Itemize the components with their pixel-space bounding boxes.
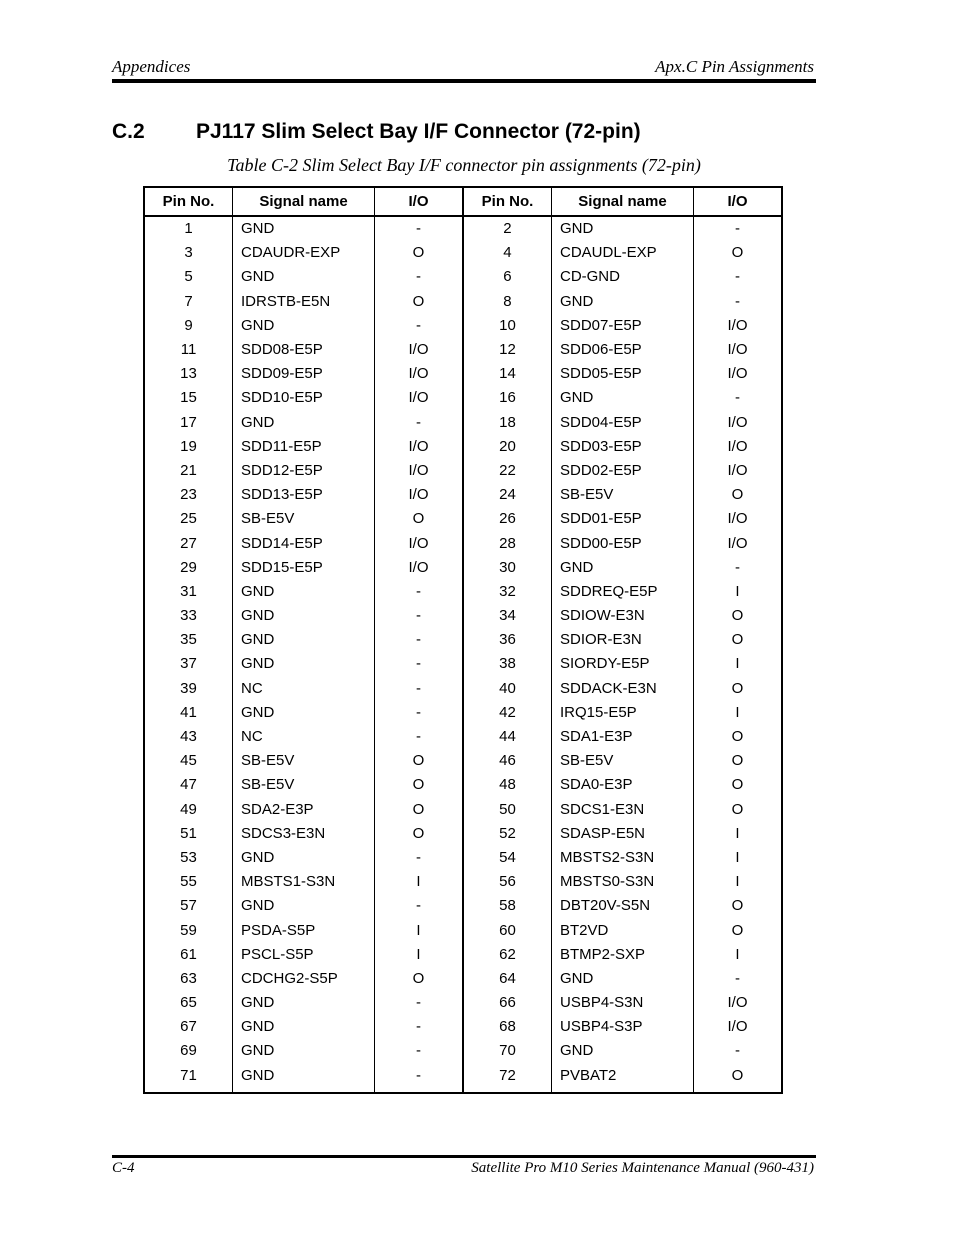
signal-name-cell: GND	[551, 967, 693, 991]
pin-number-cell: 30	[463, 556, 552, 580]
io-cell: -	[693, 290, 782, 314]
signal-name-cell: NC	[233, 725, 375, 749]
table-row	[144, 677, 782, 701]
table-row	[144, 507, 782, 531]
io-cell: O	[693, 604, 782, 628]
pin-number-cell: 39	[180, 679, 197, 697]
table-row	[144, 290, 782, 314]
pin-number-cell: 18	[463, 411, 552, 435]
signal-name-cell: PSDA-S5P	[233, 918, 375, 942]
table-row	[144, 1064, 782, 1093]
signal-name-cell: CDAUDR-EXP	[233, 241, 375, 265]
pin-number-cell: 60	[463, 918, 552, 942]
signal-name-cell: SDD08-E5P	[233, 338, 375, 362]
io-cell: I/O	[375, 483, 463, 507]
pin-number-cell: 2	[463, 216, 552, 241]
io-cell: -	[375, 701, 463, 725]
io-cell: I/O	[375, 362, 463, 386]
signal-name-cell: SIORDY-E5P	[551, 652, 693, 676]
signal-name-cell: PVBAT2	[551, 1064, 693, 1093]
pin-number-cell: 44	[463, 725, 552, 749]
pin-number-cell: 61	[180, 945, 197, 963]
table-row	[144, 362, 782, 386]
io-cell: I/O	[375, 435, 463, 459]
pin-number-cell: 38	[463, 652, 552, 676]
signal-name-cell: SB-E5V	[551, 749, 693, 773]
pin-number-cell: 24	[463, 483, 552, 507]
io-cell: I	[693, 701, 782, 725]
pin-number-cell: 63	[180, 969, 197, 987]
signal-name-cell: SDD13-E5P	[233, 483, 375, 507]
signal-name-cell: GND	[233, 894, 375, 918]
signal-name-cell: SDD10-E5P	[233, 386, 375, 410]
table-row	[144, 894, 782, 918]
pin-number-cell: 49	[180, 800, 197, 818]
signal-name-cell: GND	[233, 216, 375, 241]
pin-number-cell: 7	[184, 292, 193, 310]
signal-name-cell: GND	[233, 1064, 375, 1093]
pin-number-cell: 22	[463, 459, 552, 483]
table-row	[144, 628, 782, 652]
signal-name-cell: GND	[233, 1039, 375, 1063]
pin-number-cell: 14	[463, 362, 552, 386]
io-cell: -	[375, 411, 463, 435]
pin-number-cell: 58	[463, 894, 552, 918]
column-header: I/O	[693, 187, 782, 216]
table-row	[144, 1039, 782, 1063]
header-divider	[112, 79, 816, 83]
signal-name-cell: SDIOW-E3N	[551, 604, 693, 628]
io-cell: I	[375, 870, 463, 894]
table-row	[144, 314, 782, 338]
running-header-section: Appendices	[112, 57, 191, 76]
pin-number-cell: 47	[180, 776, 197, 794]
table-row	[144, 531, 782, 555]
pin-number-cell: 28	[463, 531, 552, 555]
section-title: PJ117 Slim Select Bay I/F Connector (72-pin)	[196, 120, 641, 143]
pin-number-cell: 69	[180, 1042, 197, 1060]
io-cell: -	[375, 314, 463, 338]
io-cell: I/O	[693, 1015, 782, 1039]
io-cell: O	[693, 725, 782, 749]
io-cell: I/O	[693, 314, 782, 338]
pin-number-cell: 48	[463, 773, 552, 797]
io-cell: -	[375, 677, 463, 701]
io-cell: I/O	[693, 362, 782, 386]
io-cell: -	[375, 265, 463, 289]
signal-name-cell: GND	[233, 314, 375, 338]
io-cell: I	[375, 918, 463, 942]
signal-name-cell: GND	[233, 411, 375, 435]
signal-name-cell: NC	[233, 677, 375, 701]
signal-name-cell: MBSTS0-S3N	[551, 870, 693, 894]
column-header: Pin No.	[144, 187, 233, 216]
pin-number-cell: 64	[463, 967, 552, 991]
pin-number-cell: 16	[463, 386, 552, 410]
pin-number-cell: 56	[463, 870, 552, 894]
signal-name-cell: SB-E5V	[233, 749, 375, 773]
pin-number-cell: 23	[180, 486, 197, 504]
pin-number-cell: 21	[180, 461, 197, 479]
pin-assignment-table	[143, 186, 783, 1094]
io-cell: -	[693, 386, 782, 410]
signal-name-cell: MBSTS2-S3N	[551, 846, 693, 870]
pin-number-cell: 66	[463, 991, 552, 1015]
signal-name-cell: SDD05-E5P	[551, 362, 693, 386]
io-cell: I/O	[693, 991, 782, 1015]
table-row	[144, 798, 782, 822]
signal-name-cell: USBP4-S3P	[551, 1015, 693, 1039]
table-row	[144, 386, 782, 410]
io-cell: I/O	[693, 411, 782, 435]
signal-name-cell: DBT20V-S5N	[551, 894, 693, 918]
signal-name-cell: IDRSTB-E5N	[233, 290, 375, 314]
table-row	[144, 749, 782, 773]
io-cell: I	[693, 846, 782, 870]
column-header: I/O	[375, 187, 463, 216]
pin-number-cell: 11	[180, 341, 197, 359]
table-row	[144, 725, 782, 749]
io-cell: -	[693, 967, 782, 991]
pin-number-cell: 35	[180, 631, 197, 649]
table-row	[144, 701, 782, 725]
pin-number-cell: 20	[463, 435, 552, 459]
pin-number-cell: 6	[463, 265, 552, 289]
pin-number-cell: 37	[180, 655, 197, 673]
table-row	[144, 1015, 782, 1039]
signal-name-cell: SDA1-E3P	[551, 725, 693, 749]
pin-number-cell: 43	[180, 728, 197, 746]
table-header-row	[144, 187, 782, 216]
io-cell: O	[375, 798, 463, 822]
io-cell: I/O	[693, 531, 782, 555]
column-header: Pin No.	[463, 187, 552, 216]
signal-name-cell: GND	[233, 604, 375, 628]
signal-name-cell: USBP4-S3N	[551, 991, 693, 1015]
io-cell: O	[693, 894, 782, 918]
signal-name-cell: CD-GND	[551, 265, 693, 289]
io-cell: O	[693, 918, 782, 942]
io-cell: O	[375, 241, 463, 265]
pin-number-cell: 9	[184, 316, 193, 334]
signal-name-cell: PSCL-S5P	[233, 943, 375, 967]
io-cell: O	[375, 507, 463, 531]
pin-number-cell: 59	[180, 921, 197, 939]
io-cell: -	[375, 216, 463, 241]
signal-name-cell: SB-E5V	[233, 507, 375, 531]
io-cell: -	[375, 580, 463, 604]
pin-number-cell: 51	[180, 824, 197, 842]
pin-number-cell: 67	[180, 1018, 197, 1036]
column-header: Signal name	[551, 187, 693, 216]
io-cell: I/O	[375, 531, 463, 555]
pin-number-cell: 8	[463, 290, 552, 314]
pin-number-cell: 10	[463, 314, 552, 338]
signal-name-cell: SDCS1-E3N	[551, 798, 693, 822]
io-cell: O	[693, 749, 782, 773]
io-cell: -	[375, 652, 463, 676]
io-cell: I/O	[693, 338, 782, 362]
pin-number-cell: 50	[463, 798, 552, 822]
running-header-chapter: Apx.C Pin Assignments	[655, 57, 814, 76]
io-cell: I	[693, 580, 782, 604]
io-cell: I/O	[693, 507, 782, 531]
io-cell: O	[693, 798, 782, 822]
io-cell: O	[693, 1064, 782, 1093]
signal-name-cell: SB-E5V	[551, 483, 693, 507]
pin-number-cell: 34	[463, 604, 552, 628]
signal-name-cell: MBSTS1-S3N	[233, 870, 375, 894]
pin-number-cell: 3	[184, 244, 193, 262]
pin-number-cell: 42	[463, 701, 552, 725]
pin-number-cell: 53	[180, 848, 197, 866]
pin-number-cell: 71	[180, 1066, 197, 1084]
signal-name-cell: GND	[233, 652, 375, 676]
signal-name-cell: SDD07-E5P	[551, 314, 693, 338]
pin-number-cell: 36	[463, 628, 552, 652]
io-cell: -	[375, 991, 463, 1015]
signal-name-cell: SDD11-E5P	[233, 435, 375, 459]
signal-name-cell: SDD15-E5P	[233, 556, 375, 580]
signal-name-cell: GND	[551, 386, 693, 410]
signal-name-cell: BT2VD	[551, 918, 693, 942]
io-cell: -	[375, 1039, 463, 1063]
pin-number-cell: 62	[463, 943, 552, 967]
pin-number-cell: 12	[463, 338, 552, 362]
io-cell: O	[375, 822, 463, 846]
io-cell: O	[693, 483, 782, 507]
io-cell: -	[375, 1064, 463, 1093]
table-row	[144, 338, 782, 362]
io-cell: I/O	[375, 338, 463, 362]
signal-name-cell: IRQ15-E5P	[551, 701, 693, 725]
pin-number-cell: 1	[184, 220, 193, 238]
io-cell: I	[693, 822, 782, 846]
table-row	[144, 822, 782, 846]
signal-name-cell: GND	[233, 846, 375, 870]
table-row	[144, 991, 782, 1015]
pin-number-cell: 57	[180, 897, 197, 915]
pin-number-cell: 33	[180, 607, 197, 625]
signal-name-cell: SDDREQ-E5P	[551, 580, 693, 604]
table-row	[144, 918, 782, 942]
io-cell: O	[693, 773, 782, 797]
pin-number-cell: 70	[463, 1039, 552, 1063]
section-number: C.2	[112, 120, 145, 143]
table-row	[144, 216, 782, 241]
pin-number-cell: 72	[463, 1064, 552, 1093]
pin-number-cell: 32	[463, 580, 552, 604]
signal-name-cell: SDA2-E3P	[233, 798, 375, 822]
io-cell: -	[375, 894, 463, 918]
pin-number-cell: 4	[463, 241, 552, 265]
pin-number-cell: 52	[463, 822, 552, 846]
table-row	[144, 773, 782, 797]
signal-name-cell: CDCHG2-S5P	[233, 967, 375, 991]
pin-number-cell: 45	[180, 752, 197, 770]
signal-name-cell: GND	[233, 701, 375, 725]
table-row	[144, 435, 782, 459]
signal-name-cell: GND	[233, 991, 375, 1015]
io-cell: -	[375, 628, 463, 652]
table-row	[144, 265, 782, 289]
pin-number-cell: 68	[463, 1015, 552, 1039]
signal-name-cell: GND	[551, 216, 693, 241]
io-cell: I/O	[375, 386, 463, 410]
io-cell: O	[375, 749, 463, 773]
io-cell: -	[693, 265, 782, 289]
table-row	[144, 241, 782, 265]
io-cell: -	[375, 1015, 463, 1039]
signal-name-cell: GND	[233, 628, 375, 652]
table-row	[144, 652, 782, 676]
signal-name-cell: SDD03-E5P	[551, 435, 693, 459]
signal-name-cell: SDDACK-E3N	[551, 677, 693, 701]
pin-number-cell: 27	[180, 534, 197, 552]
io-cell: I/O	[693, 435, 782, 459]
footer-divider	[112, 1155, 816, 1158]
pin-number-cell: 55	[180, 873, 197, 891]
io-cell: I	[693, 652, 782, 676]
signal-name-cell: GND	[551, 290, 693, 314]
io-cell: -	[375, 725, 463, 749]
io-cell: O	[375, 773, 463, 797]
pin-number-cell: 15	[180, 389, 197, 407]
io-cell: -	[375, 846, 463, 870]
signal-name-cell: GND	[551, 1039, 693, 1063]
signal-name-cell: SDD14-E5P	[233, 531, 375, 555]
io-cell: -	[693, 1039, 782, 1063]
io-cell: I/O	[693, 459, 782, 483]
signal-name-cell: GND	[233, 580, 375, 604]
signal-name-cell: CDAUDL-EXP	[551, 241, 693, 265]
table-row	[144, 459, 782, 483]
signal-name-cell: SB-E5V	[233, 773, 375, 797]
pin-number-cell: 65	[180, 994, 197, 1012]
table-row	[144, 604, 782, 628]
pin-number-cell: 26	[463, 507, 552, 531]
pin-number-cell: 19	[180, 437, 197, 455]
pin-number-cell: 13	[180, 365, 197, 383]
signal-name-cell: GND	[233, 265, 375, 289]
table-row	[144, 556, 782, 580]
table-row	[144, 870, 782, 894]
io-cell: O	[693, 241, 782, 265]
io-cell: O	[375, 290, 463, 314]
signal-name-cell: SDD12-E5P	[233, 459, 375, 483]
page-number: C-4	[112, 1160, 135, 1176]
manual-title: Satellite Pro M10 Series Maintenance Manual (960-431)	[471, 1160, 814, 1176]
io-cell: -	[693, 556, 782, 580]
signal-name-cell: SDA0-E3P	[551, 773, 693, 797]
pin-number-cell: 17	[180, 413, 197, 431]
column-header: Signal name	[233, 187, 375, 216]
io-cell: O	[375, 967, 463, 991]
signal-name-cell: SDD01-E5P	[551, 507, 693, 531]
io-cell: I	[693, 943, 782, 967]
table-row	[144, 580, 782, 604]
table-row	[144, 943, 782, 967]
pin-number-cell: 54	[463, 846, 552, 870]
pin-number-cell: 29	[180, 558, 197, 576]
signal-name-cell: GND	[551, 556, 693, 580]
table-row	[144, 846, 782, 870]
pin-number-cell: 25	[180, 510, 197, 528]
signal-name-cell: SDASP-E5N	[551, 822, 693, 846]
io-cell: I/O	[375, 556, 463, 580]
pin-number-cell: 31	[180, 582, 197, 600]
io-cell: -	[693, 216, 782, 241]
signal-name-cell: GND	[233, 1015, 375, 1039]
pin-number-cell: 41	[180, 703, 197, 721]
io-cell: I	[375, 943, 463, 967]
signal-name-cell: SDD06-E5P	[551, 338, 693, 362]
io-cell: I	[693, 870, 782, 894]
signal-name-cell: SDIOR-E3N	[551, 628, 693, 652]
signal-name-cell: BTMP2-SXP	[551, 943, 693, 967]
table-row	[144, 411, 782, 435]
table-caption: Table C-2 Slim Select Bay I/F connector pin assignments (72-pin)	[227, 155, 701, 175]
table-row	[144, 967, 782, 991]
signal-name-cell: SDD02-E5P	[551, 459, 693, 483]
io-cell: O	[693, 677, 782, 701]
io-cell: I/O	[375, 459, 463, 483]
signal-name-cell: SDD00-E5P	[551, 531, 693, 555]
table-row	[144, 483, 782, 507]
pin-number-cell: 46	[463, 749, 552, 773]
signal-name-cell: SDD09-E5P	[233, 362, 375, 386]
pin-number-cell: 5	[184, 268, 193, 286]
io-cell: O	[693, 628, 782, 652]
pin-number-cell: 40	[463, 677, 552, 701]
signal-name-cell: SDCS3-E3N	[233, 822, 375, 846]
io-cell: -	[375, 604, 463, 628]
signal-name-cell: SDD04-E5P	[551, 411, 693, 435]
